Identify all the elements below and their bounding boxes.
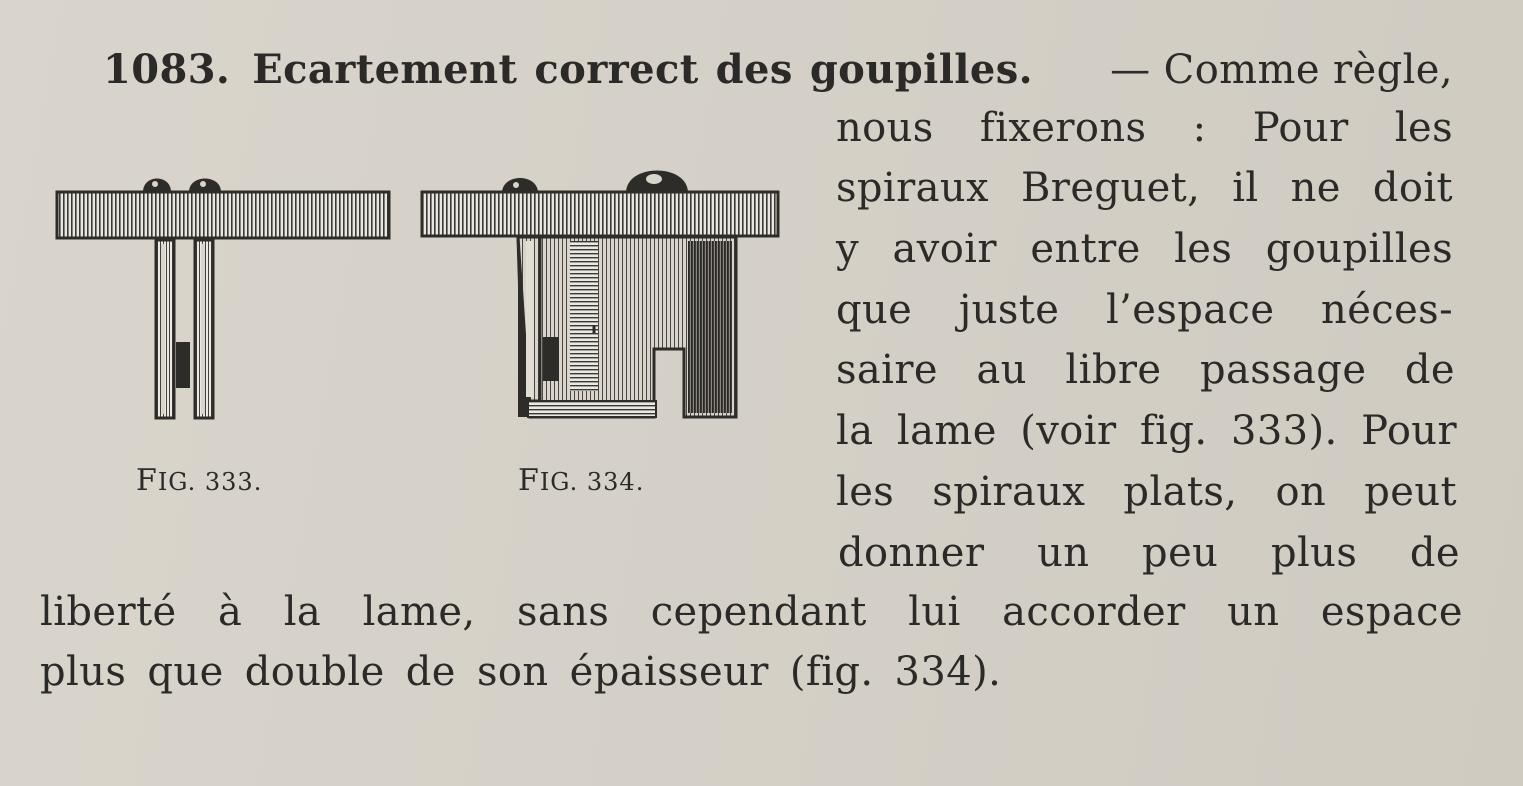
paragraph-line-2: nous fixerons : Pour les xyxy=(836,105,1453,151)
paragraph-line-1-text: — Comme règle, xyxy=(1110,47,1453,93)
paragraph-line-11: plus que double de son épaisseur (fig. 334). xyxy=(40,649,1002,695)
paragraph-number: 1083. xyxy=(103,46,231,93)
paragraph-line-3: spiraux Breguet, il ne doit xyxy=(836,165,1453,211)
paragraph-line-8: les spiraux plats, on peut xyxy=(836,469,1457,515)
figure-334-caption-text: IG. 334. xyxy=(539,468,645,496)
paragraph-line-1 xyxy=(103,46,1453,93)
paragraph-heading xyxy=(103,46,1033,93)
figure-333-caption-text: IG. 333. xyxy=(157,468,263,496)
paragraph-line-5: que juste l’espace néces- xyxy=(836,287,1453,333)
figure-333-caption-initial: F xyxy=(136,463,158,498)
paragraph-line-10: liberté à la lame, sans cependant lui accorder un espace xyxy=(40,589,1463,635)
figure-334-caption-initial: F xyxy=(518,463,540,498)
paragraph-line-6: saire au libre passage de xyxy=(836,347,1455,393)
figure-333-illustration xyxy=(55,170,395,430)
figure-334-illustration xyxy=(418,165,788,425)
figure-334-caption xyxy=(518,463,644,498)
paragraph-line-9: donner un peu plus de xyxy=(838,530,1460,576)
paragraph-title: Ecartement correct des goupilles. xyxy=(252,46,1033,93)
paragraph-line-7: la lame (voir fig. 333). Pour xyxy=(836,408,1457,454)
paragraph-line-4: y avoir entre les goupilles xyxy=(836,226,1453,272)
figure-333-caption xyxy=(136,463,262,498)
